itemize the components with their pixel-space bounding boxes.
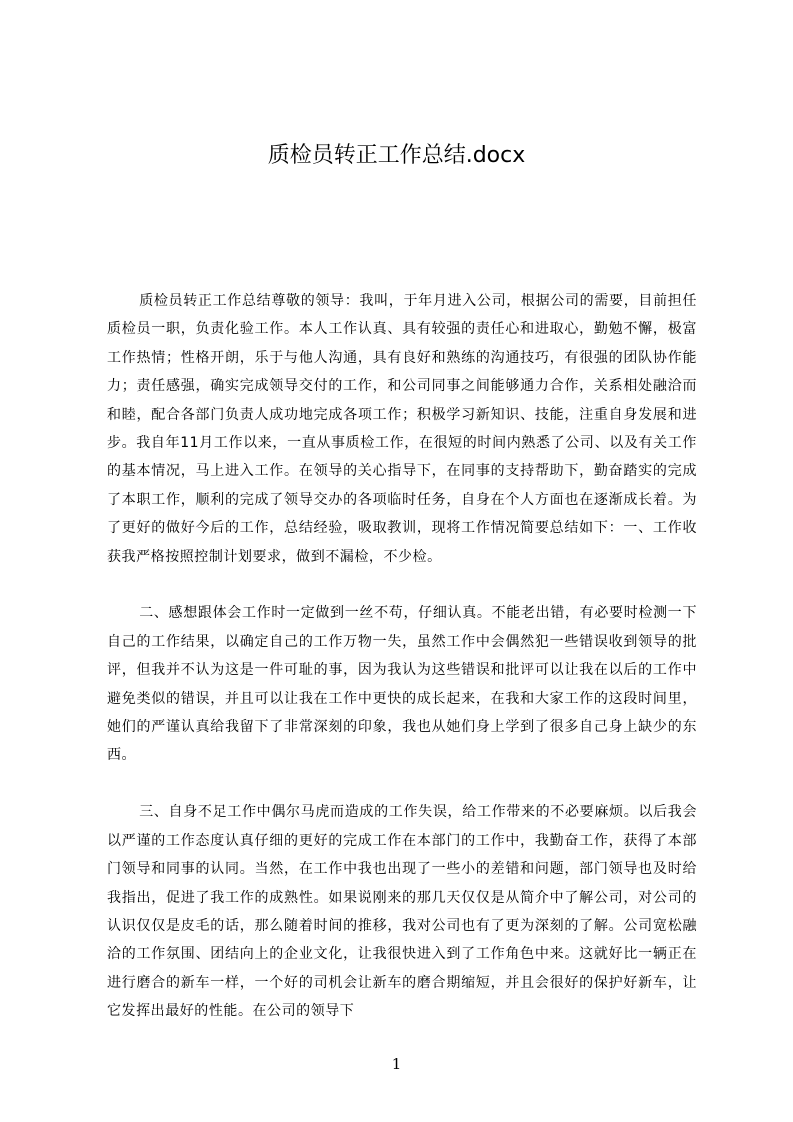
paragraph-2: 二、感想跟体会工作时一定做到一丝不苟，仔细认真。不能老出错，有必要时检测一下自己的工作结果，以确定自己的工作万物一失，虽然工作中会偶然犯一些错误收到领导的批评，但我并不认为这是一件可耻的事，因为我认为这些错误和批评可以让我在以后的工作中避免类似的错误，并且可以让我在工作中更快的成长起来，在我和大家工作的这段时间里，她们的严谨认真给我留下了非常深刻的印象，我也从她们身上学到了很多自己身上缺少的东西。	[107, 605, 697, 764]
document-title: 质检员转正工作总结.docx	[267, 143, 526, 168]
page-number: 1	[391, 1055, 402, 1073]
paragraph-1: 质检员转正工作总结尊敬的领导：我叫，于年月进入公司，根据公司的需要，目前担任质检员一职，负责化验工作。本人工作认真、具有较强的责任心和进取心，勤勉不懈，极富工作热情；性格开朗，乐于与他人沟通，具有良好和熟练的沟通技巧，有很强的团队协作能力；责任感强，确实完成领导交付的工作，和公司同事之间能够通力合作，关系相处融洽而和睦，配合各部门负责人成功地完成各项工作；积极学习新知识、技能，注重自身发展和进步。我自年11月工作以来，一直从事质检工作，在很短的时间内熟悉了公司、以及有关工作的基本情况，马上进入工作。在领导的关心指导下，在同事的支持帮助下，勤奋踏实的完成了本职工作，顺利的完成了领导交办的各项临时任务，自身在个人方面也在逐渐成长着。为了更好的做好今后的工作，总结经验，吸取教训，现将工作情况简要总结如下：一、工作收获我严格按照控制计划要求，做到不漏检，不少检。	[107, 293, 697, 565]
document-body	[107, 287, 697, 1026]
paragraph-3: 三、自身不足工作中偶尔马虎而造成的工作失误，给工作带来的不必要麻烦。以后我会以严谨的工作态度认真仔细的更好的完成工作在本部门的工作中，我勤奋工作，获得了本部门领导和同事的认同。当然，在工作中我也出现了一些小的差错和问题，部门领导也及时给我指出，促进了我工作的成熟性。如果说刚来的那几天仅仅是从简介中了解公司，对公司的认识仅仅是皮毛的话，那么随着时间的推移，我对公司也有了更为深刻的了解。公司宽松融洽的工作氛围、团结向上的企业文化，让我很快进入到了工作角色中来。这就好比一辆正在进行磨合的新车一样，一个好的司机会让新车的磨合期缩短，并且会很好的保护好新车，让它发挥出最好的性能。在公司的领导下	[107, 804, 697, 1020]
